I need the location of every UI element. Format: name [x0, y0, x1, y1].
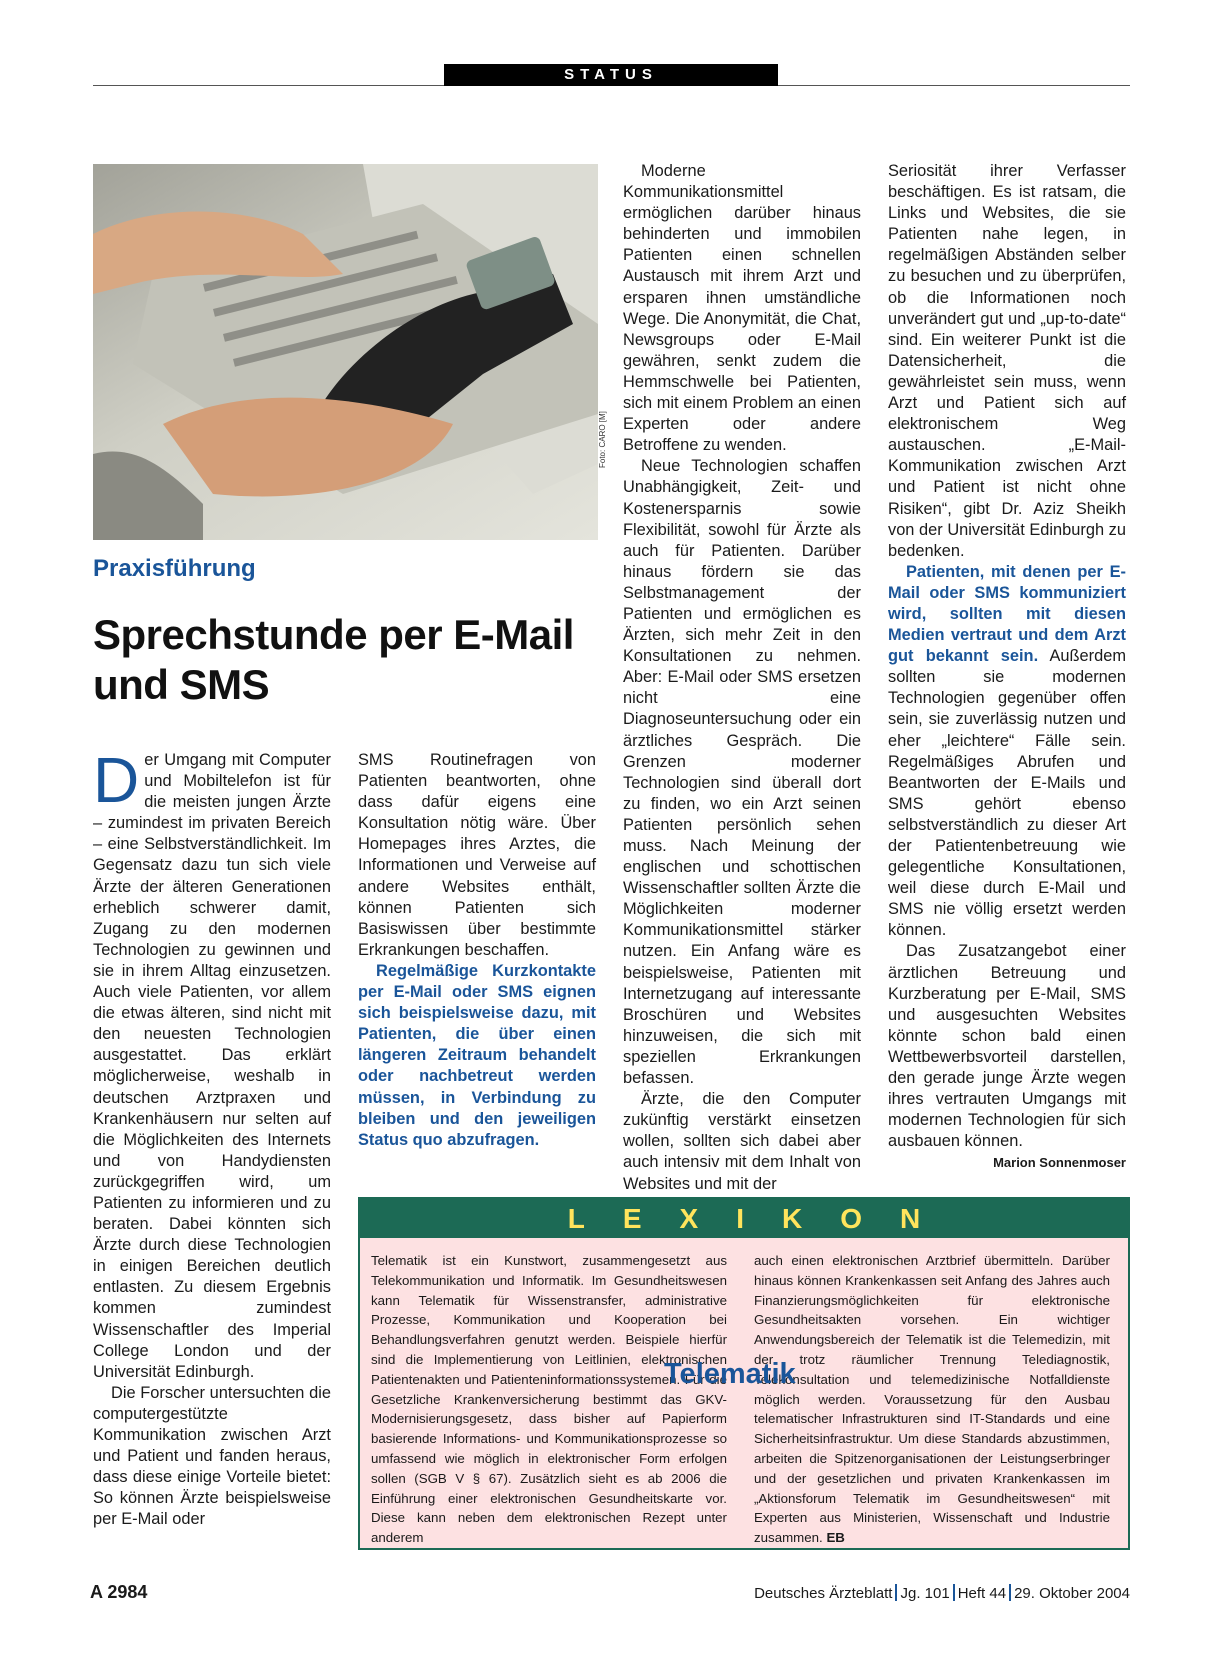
paragraph: Ärzte, die den Computer zukünftig verstärkt einsetzen wollen, sollten sich dabei aber auch intensiv mit dem Inhalt von Websites und mit der	[623, 1090, 861, 1193]
article-kicker: Praxisführung	[93, 555, 256, 582]
lexikon-title: LEXIKON	[360, 1199, 1128, 1238]
dropcap: D	[93, 744, 140, 816]
paragraph	[888, 941, 1126, 1171]
lexikon-author: EB	[826, 1530, 845, 1546]
section-label: STATUS	[444, 64, 778, 86]
paragraph-text: Außerdem sollten sie modernen Technologien gegenüber offen sein, sie zuverlässig nutzen und eher „leichtere“ Fälle sein. Regelmäßiges Abrufen und Beantworten der E-Mails und SMS gehört ebenso selbstverständlich zu dieser Art der Patientenbetreuung wie gelegentliche Konsultationen, weil diese durch E-Mail und SMS nie völlig ersetzt werden können.	[888, 647, 1126, 940]
paragraph	[93, 744, 331, 1383]
article-headline: Sprechstunde per E-Mail und SMS	[93, 611, 574, 708]
issue: Heft 44	[957, 1585, 1007, 1602]
article-author: Marion Sonnenmoser	[993, 1155, 1126, 1171]
paragraph-text: Das Zusatzangebot einer ärztlichen Betreuung und Kurzberatung per E-Mail, SMS und ausgesuchten Websites könnte schon bald einen Wettbewerbsvorteil darstellen, den gerade junge Ärzte wegen ihres vertrauten Umgangs mit modernen Technologien für sich ausbauen können.	[888, 942, 1126, 1151]
paragraph: Seriosität ihrer Verfasser beschäftigen. Es ist ratsam, die Links und Websites, die sie Patienten nahe legen, in regelmäßigen Abständen selber zu besuchen und zu überprüfen, ob die Informationen noch unverändert gut und „up-to-date“ sind. Ein weiterer Punkt ist die Datensicherheit, die gewährleistet sein muss, wenn Arzt und Patient sich auf elektronischem Weg austauschen. „E-Mail-Kommunikation zwischen Arzt und Patient ist nicht ohne Risiken“, gibt Dr. Aziz Sheikh von der Universität Edinburgh zu bedenken.	[888, 162, 1126, 560]
paragraph	[888, 562, 1126, 942]
issue-date: 29. Oktober 2004	[1014, 1585, 1130, 1602]
article-column-4	[888, 161, 1126, 1174]
lexikon-text-body: auch einen elektronischen Arztbrief übermitteln. Darüber hinaus können Krankenkassen seit Anfang des Jahres auch Finanzierungsmöglichkeiten für elektronische Gesundheitsakten vorsehen. Ein wichtiger Anwendungsbereich der Telematik ist die Telemedizin, mit der trotz räumlicher Trennung Telediagnostik, Telekonsultation und telemedizinische Notfalldienste möglich werden. Voraussetzung für den Ausbau telematischer Infrastrukturen sind IT-Standards und eine Sicherheitsinfrastruktur. Um diese Standards abzustimmen, arbeiten die Spitzenorganisationen der Leistungserbringer und der gesetzlichen und privaten Krankenkassen im „Aktionsforum Telematik im Gesundheitswesen“ mit Experten aus Ministerien, Wissenschaft und Industrie zusammen.	[754, 1253, 1110, 1546]
photo-illustration	[93, 164, 598, 540]
footer-citation	[754, 1584, 1130, 1602]
volume: Jg. 101	[900, 1585, 950, 1602]
paragraph: Die Forscher untersuchten die computergestützte Kommunikation zwischen Arzt und Patient und fanden heraus, dass diese einige Vorteile bietet: So können Ärzte beispielsweise per E-Mail oder	[93, 1383, 331, 1529]
page-number: A 2984	[90, 1582, 148, 1602]
lexikon-text	[754, 1251, 1110, 1548]
journal-name: Deutsches Ärzteblatt	[754, 1585, 893, 1602]
article-photo	[93, 164, 598, 540]
lexikon-column-right	[754, 1251, 1110, 1548]
lexikon-term: Telematik	[664, 1358, 796, 1390]
highlight-paragraph: Regelmäßige Kurzkontakte per E-Mail oder SMS eignen sich beispielsweise dazu, mit Patienten, die über einen längeren Zeitraum behandelt oder nachbetreut werden müssen, in Verbindung zu bleiben und den jeweiligen Status quo abzufragen.	[358, 961, 596, 1149]
lexikon-column-left	[371, 1251, 727, 1548]
separator	[895, 1584, 897, 1601]
paragraph: SMS Routinefragen von Patienten beantworten, ohne dass dafür eigens eine Konsultation nötig wäre. Über Homepages ihres Arztes, die Informationen und Verweise auf andere Websites enthält, können Patienten sich Basiswissen über bestimmte Erkrankungen beschaffen.	[358, 751, 596, 959]
lexikon-text: Telematik ist ein Kunstwort, zusammengesetzt aus Telekommunikation und Informatik. Im Gesundheitswesen kann Telematik für Wissenstransfer, administrative Prozesse, Kommunikation und Kooperation bei Behandlungsverfahren genutzt werden. Beispiele hierfür sind die Implementierung von Leitlinien, elektronischen Patientenakten und Patienteninformationssystemen. Für die Gesetzliche Krankenversicherung bestimmt das GKV-Modernisierungsgesetz, dass bisher auf Papierform basierende Informations- und Kommunikationsprozesse so umfassend wie möglich in elektronischer Form erfolgen sollen (SGB V § 67). Zusätzlich sieht es ab 2006 die Einführung einer elektronischen Gesundheitskarte vor. Diese kann neben dem elektronischen Rezept unter anderem	[371, 1253, 727, 1546]
paragraph: Moderne Kommunikationsmittel ermöglichen darüber hinaus behinderten und immobilen Patienten einen schnellen Austausch mit ihrem Arzt und ersparen ihnen umständliche Wege. Die Anonymität, die Chat, Newsgroups oder E-Mail gewähren, senkt zudem die Hemmschwelle bei Patienten, sich mit einem Problem an einen Experten oder andere Betroffene zu wenden.	[623, 162, 861, 455]
paragraph: Neue Technologien schaffen Unabhängigkeit, Zeit- und Kostenersparnis sowie Flexibilität, sowohl für Ärzte als auch für Patienten. Darüber hinaus fördern sie das Selbstmanagement der Patienten und ermöglichen es Ärzten, sich mehr Zeit in den Konsultationen zu nehmen. Aber: E-Mail oder SMS ersetzen nicht eine Diagnoseuntersuchung oder ein ärztliches Gespräch. Die Grenzen moderner Technologien sind überall dort zu finden, wo ein Arzt seinen Patienten persönlich sehen muss. Nach Meinung der englischen und schottischen Wissenschaftler sollten Ärzte die Möglichkeiten moderner Kommunikationsmittel stärker nutzen. Ein Anfang wäre es beispielsweise, Patienten mit Internetzugang auf interessante Broschüren und Websites hinzuweisen, die sich mit speziellen Erkrankungen befassen.	[623, 457, 861, 1088]
separator	[953, 1584, 955, 1601]
article-column-2	[358, 750, 596, 1151]
photo-credit: Foto: CARO [M]	[598, 411, 607, 468]
paragraph-text: er Umgang mit Computer und Mobiltelefon ist für die meisten jungen Ärzte – zumindest im privaten Bereich – eine Selbstverständlichkeit. Im Gegensatz dazu tun sich viele Ärzte der älteren Generationen erheblich schwerer damit, Zugang zu den modernen Technologien zu gewinnen und sie in ihrem Alltag einzusetzen. Auch viele Patienten, vor allem die etwas älteren, sind nicht mit den neuesten Technologien ausgestattet. Das erklärt möglicherweise, weshalb in deutschen Arztpraxen und Krankenhäusern nur selten auf die Möglichkeiten des Internets und von Handydiensten zurückgegriffen wird, um Patienten zu informieren und zu beraten. Dabei könnten sich Ärzte durch diese Technologien in einigen Bereichen deutlich entlasten. Zu diesem Ergebnis kommen zumindest Wissenschaftler des Imperial College London und der Universität Edinburgh.	[93, 751, 331, 1381]
highlight-text: Patienten, mit denen per E-Mail oder SMS kommuniziert wird, sollten mit diesen Medien vertraut und dem Arzt gut bekannt sein.	[888, 562, 1126, 666]
article-column-3	[623, 161, 861, 1195]
separator	[1009, 1584, 1011, 1601]
article-column-1	[93, 744, 331, 1530]
